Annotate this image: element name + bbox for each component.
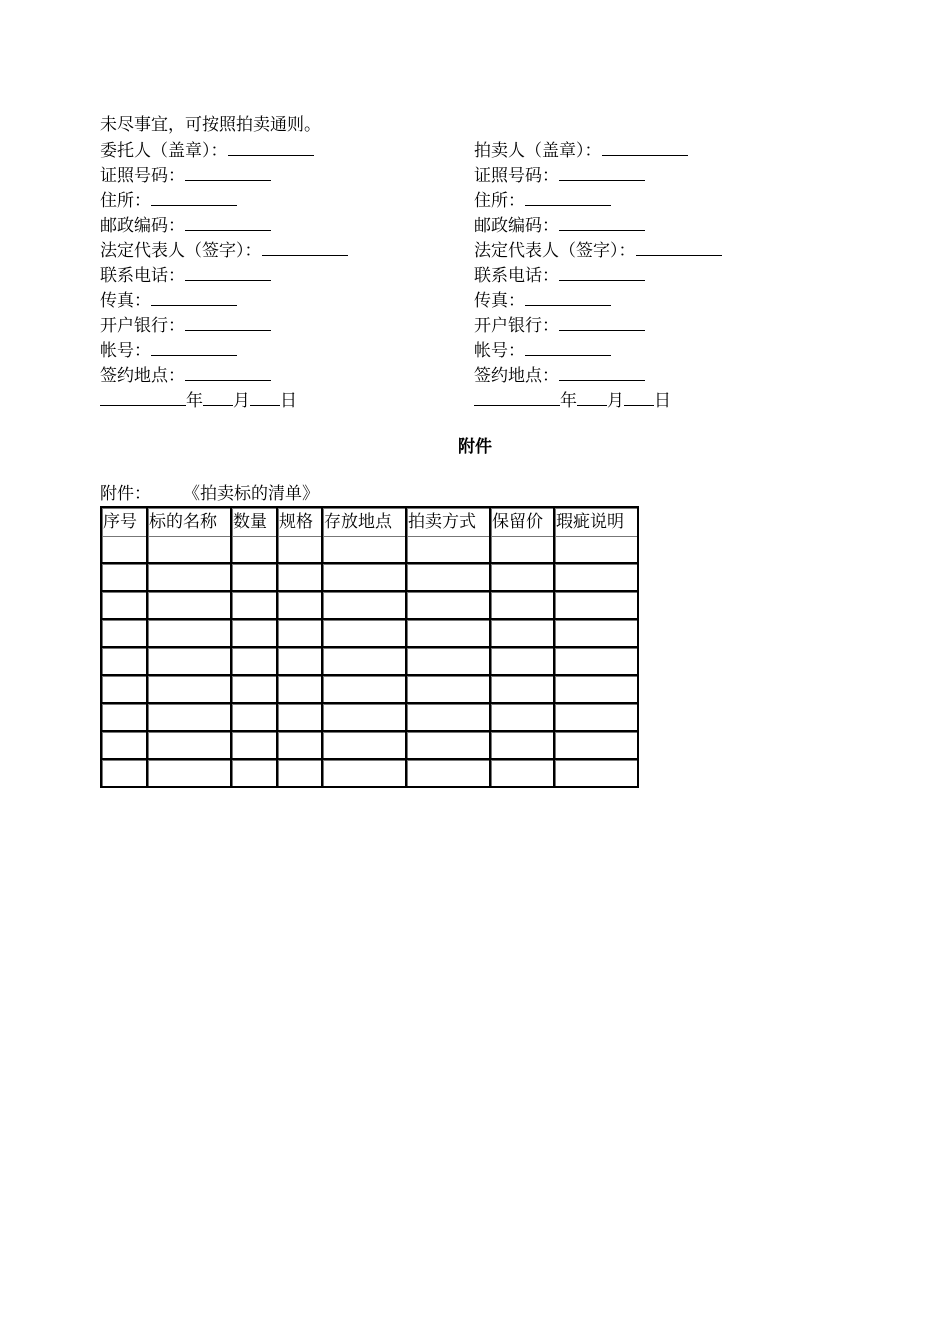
table-cell[interactable] xyxy=(102,536,148,564)
table-cell[interactable] xyxy=(278,676,323,704)
blank-line[interactable] xyxy=(151,289,237,306)
table-cell[interactable] xyxy=(407,592,491,620)
header-spec: 规格 xyxy=(278,508,323,536)
table-cell[interactable] xyxy=(491,592,555,620)
table-cell[interactable] xyxy=(278,704,323,732)
table-cell[interactable] xyxy=(323,536,407,564)
table-cell[interactable] xyxy=(278,564,323,592)
blank-line[interactable] xyxy=(559,364,645,381)
header-item-name: 标的名称 xyxy=(148,508,232,536)
table-cell[interactable] xyxy=(491,676,555,704)
client-phone-field: 联系电话： xyxy=(100,264,271,286)
table-cell[interactable] xyxy=(148,648,232,676)
header-defect-notes: 瑕疵说明 xyxy=(555,508,637,536)
blank-line[interactable] xyxy=(559,214,645,231)
table-cell[interactable] xyxy=(102,592,148,620)
day-blank[interactable] xyxy=(624,389,654,406)
blank-line[interactable] xyxy=(559,264,645,281)
month-blank[interactable] xyxy=(203,389,233,406)
table-cell[interactable] xyxy=(407,732,491,760)
header-quantity: 数量 xyxy=(232,508,278,536)
table-cell[interactable] xyxy=(278,620,323,648)
table-cell[interactable] xyxy=(102,620,148,648)
table-row xyxy=(102,704,637,732)
table-cell[interactable] xyxy=(407,536,491,564)
auctioneer-phone-field: 联系电话： xyxy=(474,264,645,286)
table-cell[interactable] xyxy=(148,564,232,592)
table-cell[interactable] xyxy=(148,760,232,786)
client-seal-field: 委托人（盖章）： xyxy=(100,139,314,161)
table-cell[interactable] xyxy=(232,592,278,620)
header-reserve-price: 保留价 xyxy=(491,508,555,536)
intro-text: 未尽事宜，可按照拍卖通则。 xyxy=(100,115,321,135)
table-cell[interactable] xyxy=(407,704,491,732)
auctioneer-license-field: 证照号码： xyxy=(474,164,645,186)
table-row xyxy=(102,620,637,648)
table-cell[interactable] xyxy=(491,760,555,786)
client-fax-field: 传真： xyxy=(100,289,237,311)
table-cell[interactable] xyxy=(232,732,278,760)
attachment-heading: 附件 xyxy=(458,437,492,457)
table-cell[interactable] xyxy=(555,732,637,760)
table-cell[interactable] xyxy=(232,564,278,592)
table-cell[interactable] xyxy=(102,648,148,676)
table-cell[interactable] xyxy=(102,704,148,732)
day-blank[interactable] xyxy=(250,389,280,406)
table-cell[interactable] xyxy=(148,732,232,760)
header-serial-no: 序号 xyxy=(102,508,148,536)
table-cell[interactable] xyxy=(407,564,491,592)
table-cell[interactable] xyxy=(232,676,278,704)
table-cell[interactable] xyxy=(232,536,278,564)
table-row xyxy=(102,648,637,676)
table-cell[interactable] xyxy=(323,760,407,786)
table-cell[interactable] xyxy=(555,648,637,676)
table-cell[interactable] xyxy=(555,620,637,648)
table-cell[interactable] xyxy=(278,732,323,760)
table-cell[interactable] xyxy=(491,564,555,592)
table-cell[interactable] xyxy=(555,676,637,704)
table-cell[interactable] xyxy=(102,676,148,704)
blank-line[interactable] xyxy=(228,139,314,156)
client-bank-field: 开户银行： xyxy=(100,314,271,336)
year-blank[interactable] xyxy=(100,389,186,406)
client-date-field: 年 月 日 xyxy=(100,389,297,411)
table-cell[interactable] xyxy=(491,620,555,648)
table-cell[interactable] xyxy=(323,648,407,676)
header-storage-location: 存放地点 xyxy=(323,508,407,536)
month-blank[interactable] xyxy=(577,389,607,406)
table-cell[interactable] xyxy=(278,760,323,786)
table-row xyxy=(102,676,637,704)
table-cell[interactable] xyxy=(278,648,323,676)
table-cell[interactable] xyxy=(148,704,232,732)
blank-line[interactable] xyxy=(185,364,271,381)
table-cell[interactable] xyxy=(555,564,637,592)
table-cell[interactable] xyxy=(232,704,278,732)
table-cell[interactable] xyxy=(323,564,407,592)
table-cell[interactable] xyxy=(555,592,637,620)
table-cell[interactable] xyxy=(323,732,407,760)
auctioneer-signing-place-field: 签约地点： xyxy=(474,364,645,386)
table-header-row xyxy=(102,508,637,536)
table-cell[interactable] xyxy=(232,620,278,648)
blank-line[interactable] xyxy=(559,164,645,181)
blank-line[interactable] xyxy=(185,314,271,331)
client-license-field: 证照号码： xyxy=(100,164,271,186)
attachment-caption: 附件： 《拍卖标的清单》 xyxy=(100,484,319,504)
client-signing-place-field: 签约地点： xyxy=(100,364,271,386)
table-row xyxy=(102,564,637,592)
table-cell[interactable] xyxy=(148,676,232,704)
blank-line[interactable] xyxy=(636,239,722,256)
auctioneer-fax-field: 传真： xyxy=(474,289,611,311)
blank-line[interactable] xyxy=(559,314,645,331)
blank-line[interactable] xyxy=(262,239,348,256)
year-blank[interactable] xyxy=(474,389,560,406)
table-cell[interactable] xyxy=(148,620,232,648)
table-cell[interactable] xyxy=(323,620,407,648)
table-row xyxy=(102,760,637,786)
table-cell[interactable] xyxy=(323,592,407,620)
auctioneer-address-field: 住所： xyxy=(474,189,611,211)
table-cell[interactable] xyxy=(491,536,555,564)
table-cell[interactable] xyxy=(102,564,148,592)
table-row xyxy=(102,592,637,620)
table-cell[interactable] xyxy=(407,648,491,676)
table-cell[interactable] xyxy=(232,760,278,786)
table-cell[interactable] xyxy=(278,536,323,564)
blank-line[interactable] xyxy=(185,214,271,231)
table-cell[interactable] xyxy=(555,536,637,564)
blank-line[interactable] xyxy=(151,339,237,356)
blank-line[interactable] xyxy=(151,189,237,206)
table-row xyxy=(102,536,637,564)
auctioneer-legal-rep-field: 法定代表人（签字）： xyxy=(474,239,722,261)
header-auction-method: 拍卖方式 xyxy=(407,508,491,536)
auction-items-table xyxy=(100,506,639,788)
table-cell[interactable] xyxy=(278,592,323,620)
client-address-field: 住所： xyxy=(100,189,237,211)
table-cell[interactable] xyxy=(148,592,232,620)
table-body xyxy=(102,536,637,786)
table-cell[interactable] xyxy=(407,676,491,704)
table-cell[interactable] xyxy=(323,676,407,704)
table-cell[interactable] xyxy=(323,704,407,732)
table-cell[interactable] xyxy=(102,732,148,760)
client-account-field: 帐号： xyxy=(100,339,237,361)
table-cell[interactable] xyxy=(232,648,278,676)
auctioneer-bank-field: 开户银行： xyxy=(474,314,645,336)
table-cell[interactable] xyxy=(148,536,232,564)
blank-line[interactable] xyxy=(602,139,688,156)
table-cell[interactable] xyxy=(407,620,491,648)
table-cell[interactable] xyxy=(555,704,637,732)
table-cell[interactable] xyxy=(491,732,555,760)
auctioneer-seal-field: 拍卖人（盖章）： xyxy=(474,139,688,161)
blank-line[interactable] xyxy=(525,289,611,306)
attachment-name: 《拍卖标的清单》 xyxy=(183,484,319,504)
table-cell[interactable] xyxy=(491,648,555,676)
blank-line[interactable] xyxy=(525,189,611,206)
auctioneer-postcode-field: 邮政编码： xyxy=(474,214,645,236)
client-postcode-field: 邮政编码： xyxy=(100,214,271,236)
table-cell[interactable] xyxy=(407,760,491,786)
auctioneer-date-field: 年 月 日 xyxy=(474,389,671,411)
table-cell[interactable] xyxy=(555,760,637,786)
table-cell[interactable] xyxy=(102,760,148,786)
auctioneer-account-field: 帐号： xyxy=(474,339,611,361)
blank-line[interactable] xyxy=(185,264,271,281)
client-legal-rep-field: 法定代表人（签字）： xyxy=(100,239,348,261)
blank-line[interactable] xyxy=(185,164,271,181)
table-row xyxy=(102,732,637,760)
blank-line[interactable] xyxy=(525,339,611,356)
table-cell[interactable] xyxy=(491,704,555,732)
